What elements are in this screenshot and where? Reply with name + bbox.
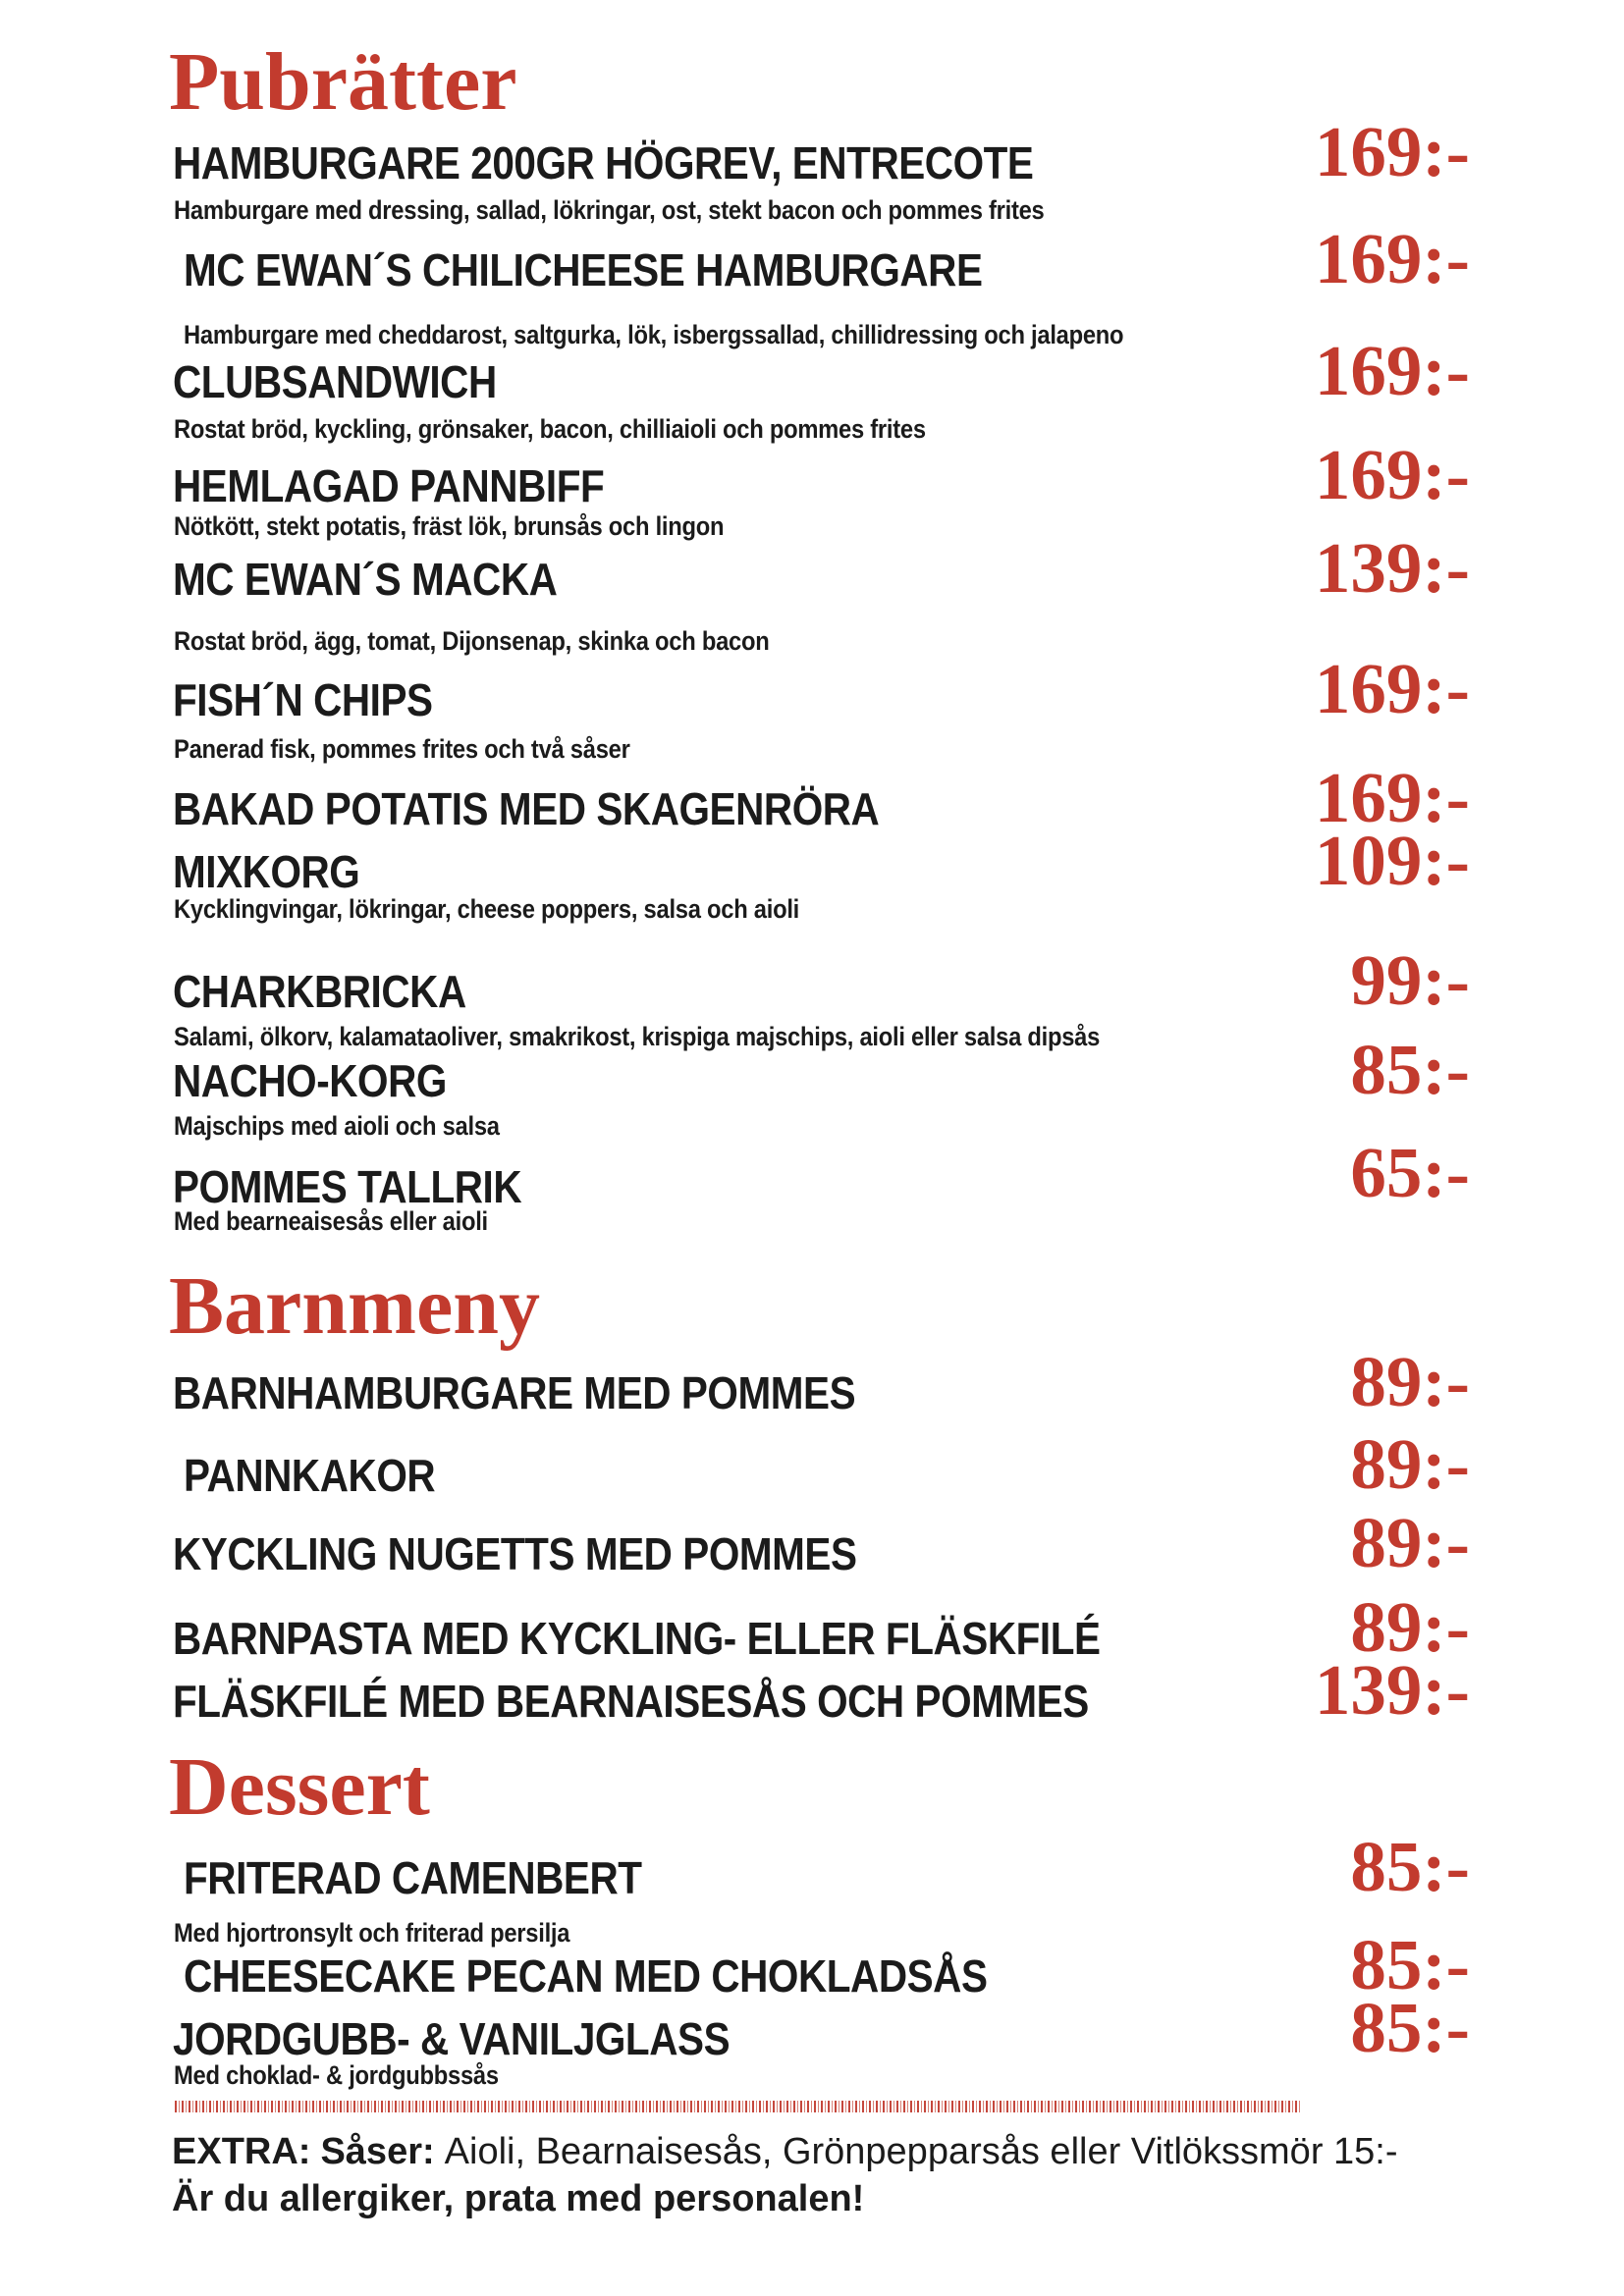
menu-item-description: Nötkött, stekt potatis, fräst lök, brunsås och lingon	[174, 511, 725, 541]
menu-item-price: 169:-	[1314, 649, 1470, 728]
section-title-barnmeny: Barnmeny	[169, 1260, 540, 1352]
menu-item-price: 99:-	[1350, 940, 1470, 1020]
menu-item-price: 169:-	[1314, 758, 1470, 837]
sauces-label: Såser:	[320, 2131, 435, 2172]
menu-item-name: FISH´N CHIPS	[173, 674, 433, 725]
menu-item-name: HAMBURGARE 200GR HÖGREV, ENTRECOTE	[173, 137, 1034, 188]
menu-item-price: 169:-	[1314, 331, 1470, 410]
menu-item-name: PANNKAKOR	[184, 1450, 436, 1501]
section-title-pubratter: Pubrätter	[169, 36, 517, 128]
menu-item-name: MC EWAN´S CHILICHEESE HAMBURGARE	[184, 244, 983, 295]
menu-item-name: HEMLAGAD PANNBIFF	[173, 460, 605, 511]
menu-item-name: CHARKBRICKA	[173, 966, 466, 1017]
menu-item-name: FRITERAD CAMENBERT	[184, 1852, 642, 1903]
stripe-divider	[175, 2101, 1300, 2112]
menu-item-price: 85:-	[1350, 1988, 1470, 2067]
menu-item-name: NACHO-KORG	[173, 1055, 447, 1106]
menu-item-description: Med choklad- & jordgubbssås	[174, 2060, 499, 2090]
menu-item-price: 139:-	[1314, 528, 1470, 608]
extra-label: EXTRA:	[172, 2131, 311, 2172]
menu-item-price: 65:-	[1350, 1133, 1470, 1212]
footer-extra-line	[172, 2130, 1398, 2175]
menu-item-name: BARNHAMBURGARE MED POMMES	[173, 1367, 856, 1418]
menu-item-name: BAKAD POTATIS MED SKAGENRÖRA	[173, 783, 880, 834]
menu-item-description: Rostat bröd, kyckling, grönsaker, bacon, chilliaioli och pommes frites	[174, 414, 926, 444]
menu-item-name: CHEESECAKE PECAN MED CHOKLADSÅS	[184, 1950, 988, 2002]
menu-item-description: Kycklingvingar, lökringar, cheese poppers, salsa och aioli	[174, 894, 800, 924]
menu-item-price: 169:-	[1314, 435, 1470, 514]
menu-item-price: 139:-	[1314, 1650, 1470, 1730]
sauces-list: Aioli, Bearnaisesås, Grönpepparsås eller Vitlökssmör 15:-	[444, 2131, 1398, 2172]
menu-item-price: 85:-	[1350, 1030, 1470, 1109]
menu-item-name: MIXKORG	[173, 846, 360, 897]
menu-item-description: Hamburgare med dressing, sallad, lökringar, ost, stekt bacon och pommes frites	[174, 195, 1045, 225]
menu-item-price: 89:-	[1350, 1587, 1470, 1667]
menu-item-name: FLÄSKFILÉ MED BEARNAISESÅS OCH POMMES	[173, 1676, 1089, 1727]
menu-item-name: JORDGUBB- & VANILJGLASS	[173, 2013, 731, 2064]
menu-item-name: POMMES TALLRIK	[173, 1161, 522, 1212]
menu-item-name: BARNPASTA MED KYCKLING- ELLER FLÄSKFILÉ	[173, 1613, 1101, 1664]
menu-item-description: Panerad fisk, pommes frites och två såser	[174, 734, 630, 764]
menu-item-price: 169:-	[1314, 219, 1470, 298]
menu-item-name: KYCKLING NUGETTS MED POMMES	[173, 1528, 857, 1579]
menu-item-price: 89:-	[1350, 1424, 1470, 1504]
menu-item-price: 169:-	[1314, 112, 1470, 191]
menu-item-description: Hamburgare med cheddarost, saltgurka, lök, isbergssallad, chillidressing och jalapeno	[184, 320, 1124, 349]
menu-item-description: Med bearneaisesås eller aioli	[174, 1206, 488, 1236]
menu-item-name: MC EWAN´S MACKA	[173, 554, 558, 605]
menu-item-description: Rostat bröd, ägg, tomat, Dijonsenap, skinka och bacon	[174, 626, 770, 656]
section-title-dessert: Dessert	[169, 1741, 430, 1833]
footer-allergy-line: Är du allergiker, prata med personalen!	[172, 2178, 865, 2219]
menu-item-price: 89:-	[1350, 1342, 1470, 1421]
menu-item-description: Majschips med aioli och salsa	[174, 1111, 500, 1141]
menu-item-description: Med hjortronsylt och friterad persilja	[174, 1918, 570, 1948]
menu-item-price: 89:-	[1350, 1503, 1470, 1582]
menu-item-name: CLUBSANDWICH	[173, 356, 497, 407]
menu-item-price: 109:-	[1314, 821, 1470, 900]
menu-item-description: Salami, ölkorv, kalamataoliver, smakrikost, krispiga majschips, aioli eller salsa dipsås	[174, 1022, 1101, 1051]
menu-item-price: 85:-	[1350, 1925, 1470, 2004]
menu-item-price: 85:-	[1350, 1827, 1470, 1906]
